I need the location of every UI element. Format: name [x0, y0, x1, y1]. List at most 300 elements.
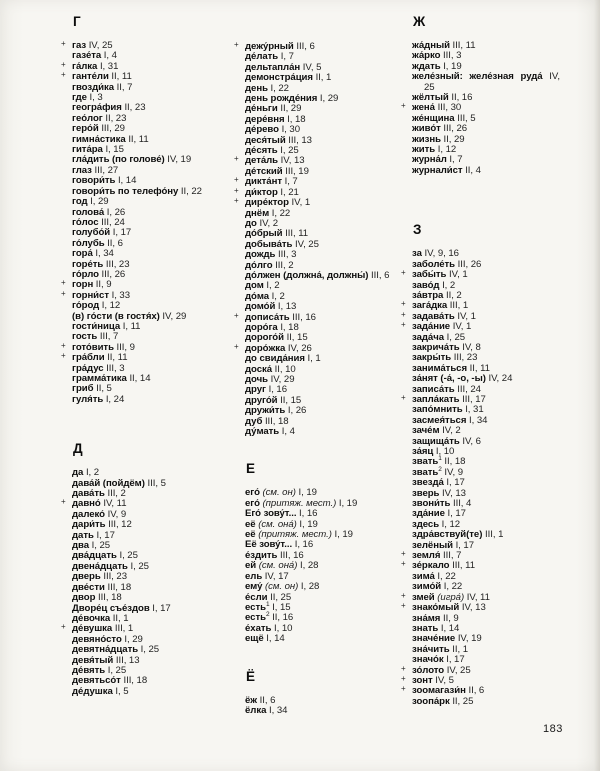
headword: здра́вствуй(те) — [412, 529, 483, 541]
volume-page-reference: III, 23 — [103, 258, 130, 270]
volume-page-reference: IV, 29 — [159, 310, 187, 322]
headword: девятна́дцать — [72, 644, 139, 656]
headword: зо́лото — [412, 664, 445, 676]
volume-page-reference: IV, 2 — [256, 217, 279, 229]
volume-page-reference: I, 17 — [443, 654, 465, 666]
headword: де́лать — [245, 51, 279, 63]
volume-page-reference: III, 26 — [455, 258, 482, 270]
volume-page-reference: I, 2 — [83, 467, 100, 479]
plus-marker: + — [401, 320, 406, 330]
headword: Его́ зову́т... — [245, 508, 297, 520]
volume-page-reference: IV, 9 — [104, 508, 127, 520]
headword: дежу́рный — [245, 41, 294, 52]
headword: ещё — [245, 633, 264, 645]
headword: ему́ — [245, 581, 263, 593]
column-2 — [234, 40, 403, 716]
headword: есть — [245, 601, 266, 613]
usage-note: (см. он) — [262, 581, 299, 593]
headword: го́рло — [72, 268, 99, 280]
plus-marker: + — [401, 392, 406, 402]
headword: девя́тый — [72, 654, 114, 666]
volume-page-reference: III, 4 — [450, 498, 472, 510]
headword: же́нщина — [412, 112, 455, 124]
volume-page-reference: IV, 5 — [432, 674, 454, 686]
headword: год — [72, 196, 88, 208]
headword: гото́вить — [72, 341, 114, 353]
dictionary-entry — [412, 166, 560, 176]
volume-page-reference: III, 23 — [451, 352, 478, 364]
volume-page-reference: II, 7 — [114, 81, 133, 93]
volume-page-reference: II, 11 — [467, 362, 490, 374]
headword: зада́ча — [412, 331, 445, 343]
plus-marker: + — [401, 684, 406, 694]
volume-page-reference: IV, 25 — [424, 71, 560, 93]
volume-page-reference: I, 33 — [108, 289, 131, 301]
volume-page-reference: I, 19 — [336, 497, 358, 509]
usage-note: (игра́) — [434, 591, 465, 603]
plus-marker: + — [401, 309, 406, 319]
volume-page-reference: III, 16 — [277, 549, 304, 561]
headword: друго́й — [245, 394, 278, 406]
plus-marker: + — [61, 278, 66, 288]
volume-page-reference: II, 16 — [269, 612, 294, 624]
dictionary-entry — [412, 72, 560, 93]
headword: ёлка — [245, 704, 267, 716]
headword: есть — [245, 612, 266, 624]
volume-page-reference: I, 30 — [278, 124, 300, 136]
volume-page-reference: I, 19 — [440, 60, 462, 72]
headword: зда́ние — [412, 508, 445, 520]
volume-page-reference: I, 25 — [444, 331, 466, 343]
headword: здесь — [412, 518, 440, 530]
volume-page-reference: II, 23 — [102, 112, 127, 124]
volume-page-reference: III, 11 — [449, 40, 476, 51]
headword: гора́ — [72, 248, 93, 260]
headword: геро́й — [72, 123, 99, 135]
headword: га́лка — [72, 60, 98, 72]
headword: доро́га — [245, 321, 278, 333]
headword: где — [72, 92, 87, 104]
volume-page-reference: I, 21 — [277, 186, 299, 198]
headword: дикта́нт — [245, 176, 282, 188]
volume-page-reference: IV, 5 — [300, 61, 322, 73]
volume-page-reference: III, 17 — [459, 393, 486, 405]
plus-marker: + — [61, 340, 66, 350]
volume-page-reference: IV, 25 — [86, 40, 113, 51]
volume-page-reference: II, 25 — [267, 591, 292, 603]
headword: да — [72, 467, 84, 479]
headword: гуля́ть — [72, 393, 104, 405]
volume-page-reference: I, 17 — [93, 529, 115, 541]
headword: дава́ть — [72, 488, 105, 500]
section-letter-heading: Ё — [246, 668, 256, 684]
volume-page-reference: I, 31 — [462, 404, 484, 416]
plus-marker: + — [234, 175, 239, 185]
headword: две́сти — [72, 581, 105, 593]
headword: доро́жка — [245, 342, 286, 354]
headword: де́вушка — [72, 623, 113, 635]
volume-page-reference: III, 2 — [104, 488, 126, 500]
volume-page-reference: I, 28 — [298, 581, 320, 593]
volume-page-reference: II, 6 — [257, 694, 276, 706]
page-number: 183 — [543, 723, 563, 735]
headword: гвозди́ка — [72, 81, 114, 93]
headword: гость — [72, 331, 98, 343]
headword: дава́й (пойдём) — [72, 477, 145, 489]
volume-page-reference: III, 11 — [449, 560, 476, 572]
headword: жена́ — [412, 102, 435, 114]
volume-page-reference: I, 18 — [277, 321, 299, 333]
section-letter-heading: Д — [73, 441, 83, 457]
headword: дета́ль — [245, 155, 279, 167]
volume-page-reference: IV, 19 — [455, 633, 482, 645]
letter-section — [61, 441, 232, 697]
headword: запла́кать — [412, 393, 460, 405]
volume-page-reference: I, 26 — [104, 206, 126, 218]
volume-page-reference: III, 18 — [262, 415, 289, 427]
headword: голова́ — [72, 206, 105, 218]
volume-page-reference: I, 2 — [263, 280, 280, 292]
headword: зима́ — [412, 570, 435, 582]
volume-page-reference: III, 7 — [97, 331, 119, 343]
volume-page-reference: I, 24 — [103, 393, 125, 405]
volume-page-reference: I, 18 — [284, 113, 306, 125]
headword: значе́ние — [412, 633, 456, 645]
headword: до свида́ния — [245, 353, 305, 365]
headword: за́втра — [412, 289, 444, 301]
headword: за́нят (-а́, -о, -ы) — [412, 373, 486, 385]
headword: зага́дка — [412, 300, 448, 312]
headword: журнали́ст — [412, 164, 463, 176]
headword: ей — [245, 560, 257, 572]
headword: за́яц — [412, 446, 434, 457]
headword: желе́зный: желе́зная руда́ — [412, 71, 543, 83]
headword: жа́рко — [412, 50, 441, 62]
letter-section — [245, 461, 403, 644]
dictionary-entry — [412, 697, 560, 707]
section-letter-heading: З — [413, 222, 422, 238]
section-letter-heading: Ж — [413, 14, 426, 29]
volume-page-reference: II, 5 — [93, 383, 112, 395]
headword: го́лос — [72, 216, 99, 228]
headword: де́вять — [72, 664, 106, 676]
headword: земля́ — [412, 550, 441, 562]
volume-page-reference: I, 19 — [331, 529, 353, 541]
volume-page-reference: I, 16 — [292, 539, 314, 551]
volume-page-reference: I, 34 — [466, 414, 488, 426]
headword: дочь — [245, 374, 268, 385]
headword: ёж — [245, 694, 258, 706]
headword: журна́л — [412, 154, 447, 166]
volume-page-reference: I, 7 — [278, 51, 294, 63]
headword: добыва́ть — [245, 238, 293, 250]
letter-section — [401, 222, 560, 707]
plus-marker: + — [401, 559, 406, 569]
volume-page-reference: III, 27 — [91, 164, 119, 176]
volume-page-reference: I, 22 — [441, 581, 463, 593]
headword: жизнь — [412, 133, 441, 145]
headword: его́ — [245, 497, 260, 509]
volume-page-reference: IV, 13 — [459, 602, 486, 614]
headword: знако́мый — [412, 602, 460, 614]
volume-page-reference: I, 25 — [89, 540, 111, 552]
headword: Её зову́т... — [245, 539, 293, 551]
headword: забы́ть — [412, 269, 447, 281]
headword: гости́ница — [72, 320, 121, 332]
usage-note: (см. он) — [259, 487, 296, 499]
plus-marker: + — [401, 101, 406, 111]
volume-page-reference: I, 2 — [269, 290, 285, 302]
volume-page-reference: III, 26 — [440, 123, 468, 135]
volume-page-reference: III, 5 — [454, 112, 476, 124]
volume-page-reference: III, 3 — [275, 249, 297, 261]
plus-marker: + — [61, 288, 66, 298]
volume-page-reference: III, 3 — [103, 362, 125, 374]
dictionary-entry — [245, 427, 403, 437]
volume-page-reference: II, 11 — [108, 71, 132, 83]
volume-page-reference: I, 5 — [112, 685, 129, 697]
headword: дождь — [245, 249, 276, 261]
volume-page-reference: III, 16 — [289, 311, 316, 323]
volume-page-reference: IV, 19 — [164, 154, 192, 166]
headword: звать — [412, 466, 439, 478]
headword: защища́ть — [412, 435, 460, 447]
volume-page-reference: III, 18 — [95, 592, 122, 604]
headword: де́вочка — [72, 612, 111, 624]
volume-page-reference: I, 25 — [277, 145, 299, 157]
headword: зна́чить — [412, 643, 450, 655]
volume-page-reference: I, 26 — [285, 405, 307, 417]
headword: заво́д — [412, 279, 440, 291]
headword: жа́дный — [412, 40, 450, 51]
headword: знать — [412, 622, 439, 634]
usage-note: (притяж. мест.) — [259, 497, 337, 509]
headword: зоомагази́н — [412, 685, 466, 697]
volume-page-reference: I, 15 — [102, 144, 124, 156]
volume-page-reference: III, 12 — [105, 519, 132, 531]
headword: Дворе́ц съе́здов — [72, 602, 150, 614]
headword: день — [245, 82, 268, 94]
volume-page-reference: IV, 24 — [485, 373, 513, 385]
volume-page-reference: IV, 13 — [439, 487, 466, 499]
letter-section — [401, 14, 560, 176]
volume-page-reference: III, 6 — [293, 41, 315, 52]
volume-page-reference: III, 29 — [98, 123, 125, 135]
headword: деся́тый — [245, 134, 286, 146]
headword: двор — [72, 592, 96, 604]
volume-page-reference: III, 18 — [120, 675, 148, 687]
headword: газе́та — [72, 50, 102, 62]
volume-page-reference: I, 13 — [275, 301, 297, 313]
headword: живо́т — [412, 123, 441, 135]
volume-page-reference: I, 29 — [317, 93, 339, 105]
headword: до — [245, 217, 257, 229]
headword: зонт — [412, 674, 433, 686]
volume-page-reference: I, 16 — [296, 508, 318, 520]
volume-page-reference: II, 11 — [104, 352, 128, 364]
volume-page-reference: IV, 25 — [292, 238, 319, 250]
headword: звони́ть — [412, 498, 451, 510]
headword: де́ньги — [245, 103, 278, 115]
volume-page-reference: III, 3 — [440, 50, 462, 62]
headword: записа́ть — [412, 383, 455, 395]
volume-page-reference: III, 5 — [144, 477, 166, 489]
headword: закрича́ть — [412, 341, 460, 353]
volume-page-reference: II, 16 — [448, 92, 473, 104]
volume-page-reference: III, 1 — [112, 623, 134, 635]
volume-page-reference: I, 14 — [115, 175, 137, 187]
headword: его́ — [245, 487, 260, 499]
volume-page-reference: I, 17 — [444, 508, 466, 520]
plus-marker: + — [401, 663, 406, 673]
headword: девятьсо́т — [72, 675, 121, 687]
volume-page-reference: IV, 13 — [278, 155, 305, 167]
volume-page-reference: I, 17 — [443, 477, 465, 489]
volume-page-reference: II, 18 — [441, 456, 466, 468]
volume-page-reference: II, 11 — [125, 133, 149, 145]
headword: дописа́ть — [245, 311, 290, 323]
volume-page-reference: III, 13 — [285, 134, 312, 146]
headword: змей — [412, 591, 435, 603]
volume-page-reference: III, 18 — [104, 581, 132, 593]
volume-page-reference: IV, 9 — [441, 466, 464, 478]
volume-page-reference: IV, 2 — [439, 425, 461, 437]
volume-page-reference: IV, 11 — [464, 591, 490, 603]
plus-marker: + — [61, 59, 66, 69]
volume-page-reference: I, 34 — [266, 704, 288, 716]
volume-page-reference: I, 16 — [265, 384, 288, 396]
volume-page-reference: I, 12 — [99, 300, 121, 312]
headword: демонстра́ция — [245, 72, 313, 84]
headword: де́душка — [72, 685, 113, 697]
headword: до́лго — [245, 259, 273, 271]
plus-marker: + — [234, 185, 239, 195]
volume-page-reference: I, 14 — [263, 633, 285, 645]
headword: газ — [72, 40, 87, 51]
volume-page-reference: II, 29 — [277, 103, 302, 115]
headword: гимна́стика — [72, 133, 126, 145]
volume-page-reference: II, 9 — [440, 612, 459, 624]
headword: гео́лог — [72, 112, 103, 124]
volume-page-reference: III, 1 — [482, 529, 504, 541]
plus-marker: + — [401, 590, 406, 600]
headword: далеко́ — [72, 508, 105, 520]
headword: заболе́ть — [412, 258, 456, 270]
headword: дом — [245, 280, 264, 292]
volume-page-reference: I, 12 — [435, 144, 457, 156]
volume-page-reference: IV, 1 — [454, 310, 476, 322]
headword: её — [245, 518, 256, 530]
homonym-superscript: 2 — [438, 465, 442, 473]
plus-marker: + — [61, 70, 66, 80]
volume-page-reference: I, 2 — [439, 279, 456, 291]
headword: запо́мнить — [412, 404, 463, 416]
headword: ганте́ли — [72, 71, 109, 83]
headword: дельтапла́н — [245, 61, 301, 73]
volume-page-reference: I, 4 — [101, 50, 117, 62]
headword: дорого́й — [245, 332, 284, 344]
volume-page-reference: III, 30 — [434, 102, 462, 114]
headword: де́сять — [245, 145, 278, 157]
volume-page-reference: III, 24 — [98, 216, 125, 228]
headword: до́брый — [245, 228, 283, 240]
headword: гриб — [72, 383, 94, 395]
homonym-superscript: 1 — [438, 455, 442, 463]
volume-page-reference: II, 10 — [272, 363, 296, 375]
headword: дуб — [245, 415, 263, 427]
volume-page-reference: III, 1 — [447, 300, 469, 312]
headword: зоопа́рк — [412, 695, 450, 707]
volume-page-reference: IV, 1 — [288, 197, 311, 209]
headword: гита́ра — [72, 144, 103, 156]
volume-page-reference: III, 11 — [282, 228, 309, 240]
headword: её — [245, 529, 256, 541]
headword: де́рево — [245, 124, 279, 136]
headword: дверь — [72, 571, 101, 583]
volume-page-reference: I, 22 — [267, 82, 289, 94]
headword: зе́ркало — [412, 560, 450, 572]
section-letter-heading: Г — [73, 14, 81, 29]
plus-marker: + — [61, 351, 66, 361]
volume-page-reference: II, 22 — [178, 185, 202, 197]
headword: жёлтый — [412, 92, 449, 104]
volume-page-reference: III, 7 — [440, 550, 462, 562]
volume-page-reference: I, 22 — [434, 570, 456, 582]
headword: зна́мя — [412, 612, 441, 624]
headword: значо́к — [412, 654, 444, 666]
volume-page-reference: II, 9 — [93, 279, 112, 291]
volume-page-reference: I, 25 — [127, 560, 149, 572]
usage-note: (притяж. мест.) — [255, 529, 332, 541]
headword: день рожде́ния — [245, 93, 318, 105]
headword: зада́ние — [412, 321, 451, 333]
plus-marker: + — [234, 196, 239, 206]
headword: жить — [412, 144, 436, 156]
volume-page-reference: I, 11 — [120, 320, 141, 332]
volume-page-reference: I, 22 — [269, 207, 291, 219]
volume-page-reference: I, 19 — [295, 487, 317, 499]
headword: заче́м — [412, 425, 440, 437]
dictionary-entry — [72, 395, 232, 405]
headword: звать — [412, 456, 439, 468]
volume-page-reference: III, 23 — [100, 571, 127, 583]
volume-page-reference: II, 1 — [449, 643, 468, 655]
headword: дать — [72, 529, 94, 541]
headword: говори́ть по телефо́ну — [72, 185, 179, 197]
headword: друг — [245, 384, 266, 396]
plus-marker: + — [234, 154, 239, 164]
volume-page-reference: II, 15 — [277, 394, 302, 406]
volume-page-reference: IV, 8 — [459, 341, 481, 353]
headword: горе́ть — [72, 258, 104, 270]
volume-page-reference: I, 12 — [439, 518, 461, 530]
headword: дире́ктор — [245, 197, 289, 209]
headword: дари́ть — [72, 519, 106, 531]
column-1 — [61, 14, 232, 697]
headword: девяно́сто — [72, 633, 122, 645]
volume-page-reference: III, 13 — [113, 654, 140, 666]
volume-page-reference: IV, 1 — [446, 269, 468, 281]
headword: звезда́ — [412, 477, 444, 489]
volume-page-reference: II, 2 — [443, 289, 462, 301]
volume-page-reference: II, 23 — [121, 102, 146, 114]
volume-page-reference: I, 17 — [452, 539, 474, 551]
headword: грамма́тика — [72, 373, 127, 384]
headword: домо́й — [245, 301, 276, 313]
headword: (в) го́сти (в гостя́х) — [72, 310, 160, 322]
volume-page-reference: I, 25 — [138, 644, 160, 656]
headword: два́дцать — [72, 550, 117, 562]
